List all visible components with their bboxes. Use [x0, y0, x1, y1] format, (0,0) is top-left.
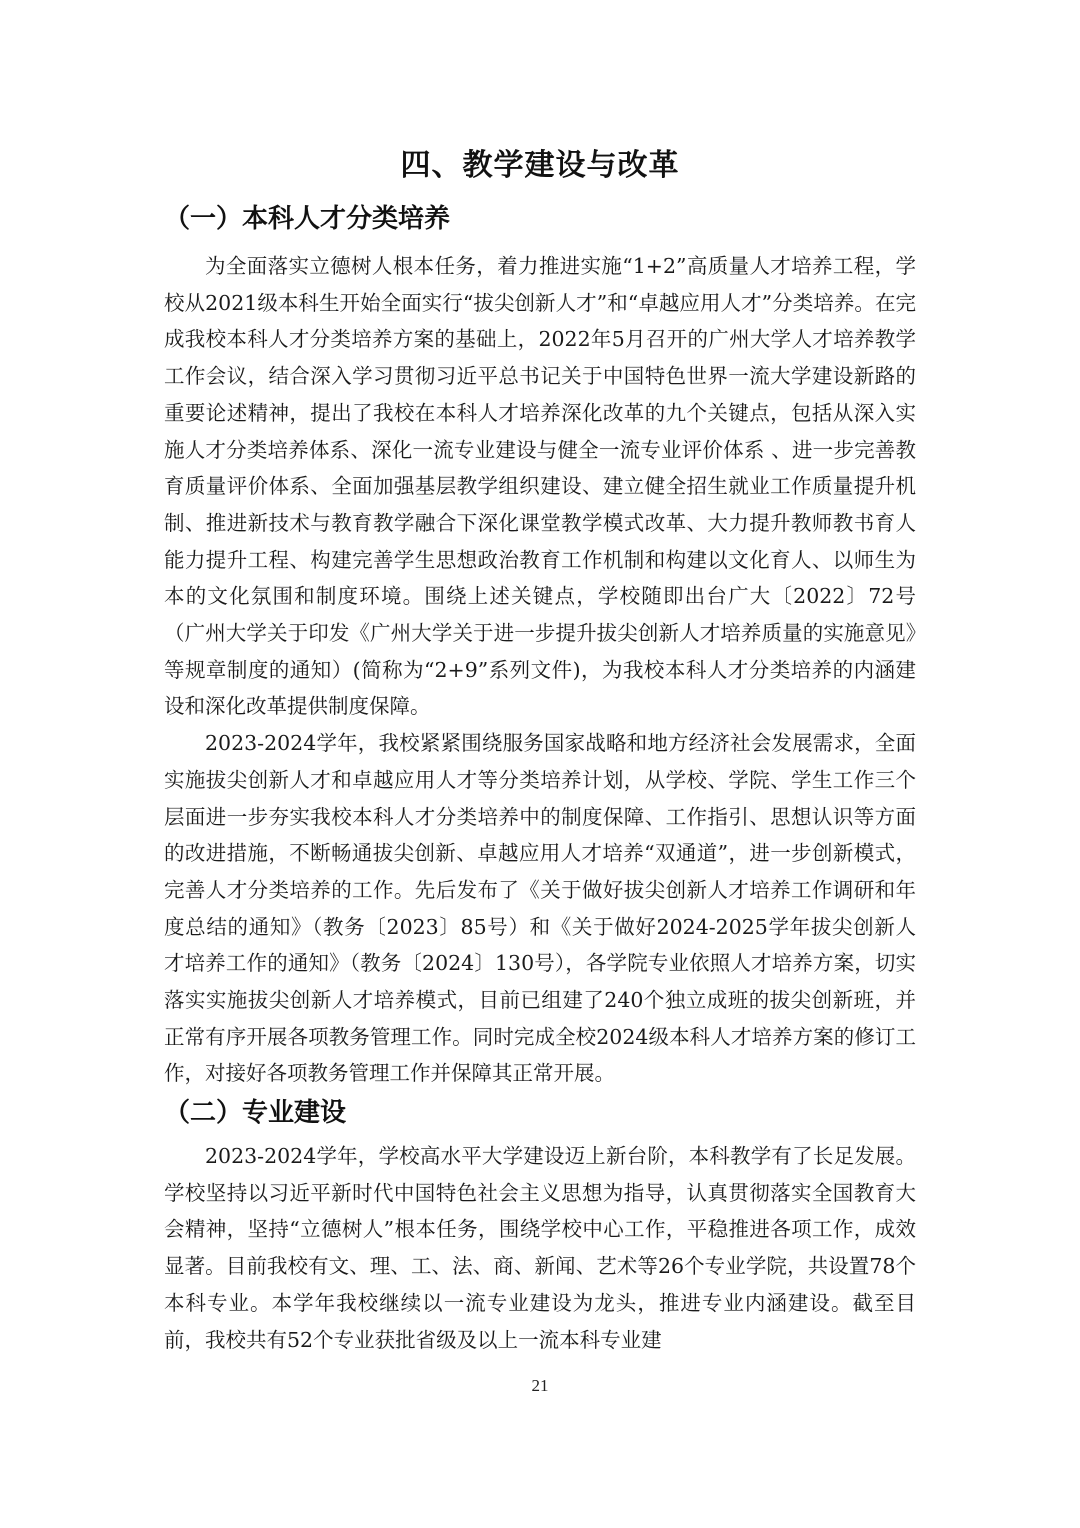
section-1-body	[164, 248, 916, 1092]
paragraph: 为全面落实立德树人根本任务，着力推进实施“1+2”高质量人才培养工程，学校从2021级本科生开始全面实行“拔尖创新人才”和“卓越应用人才”分类培养。在完成我校本科人才分类培养方案的基础上，2022年5月召开的广州大学人才培养教学工作会议，结合深入学习贯彻习近平总书记关于中国特色世界一流大学建设新路的重要论述精神，提出了我校在本科人才培养深化改革的九个关键点，包括从深入实施人才分类培养体系、深化一流专业建设与健全一流专业评价体系 、进一步完善教育质量评价体系、全面加强基层教学组织建设、建立健全招生就业工作质量提升机制、推进新技术与教育教学融合下深化课堂教学模式改革、大力提升教师教书育人能力提升工程、构建完善学生思想政治教育工作机制和构建以文化育人、以师生为本的文化氛围和制度环境。围绕上述关键点，学校随即出台广大〔2022〕72号（广州大学关于印发《广州大学关于进一步提升拔尖创新人才培养质量的实施意见》等规章制度的通知）(简称为“2+9”系列文件)，为我校本科人才分类培养的内涵建设和深化改革提供制度保障。	[164, 254, 916, 719]
paragraph: 2023-2024学年，我校紧紧围绕服务国家战略和地方经济社会发展需求，全面实施拔尖创新人才和卓越应用人才等分类培养计划，从学校、学院、学生工作三个层面进一步夯实我校本科人才分类培养中的制度保障、工作指引、思想认识等方面的改进措施，不断畅通拔尖创新、卓越应用人才培养“双通道”，进一步创新模式，完善人才分类培养的工作。先后发布了《关于做好拔尖创新人才培养工作调研和年度总结的通知》（教务〔2023〕85号）和《关于做好2024-2025学年拔尖创新人才培养工作的通知》（教务〔2024〕130号），各学院专业依照人才培养方案，切实落实实施拔尖创新人才培养模式，目前已组建了240个独立成班的拔尖创新班，并正常有序开展各项教务管理工作。同时完成全校2024级本科人才培养方案的修订工作，对接好各项教务管理工作并保障其正常开展。	[164, 731, 916, 1086]
page-number: 21	[531, 1376, 549, 1395]
paragraph: 2023-2024学年，学校高水平大学建设迈上新台阶，本科教学有了长足发展。学校坚持以习近平新时代中国特色社会主义思想为指导，认真贯彻落实全国教育大会精神，坚持“立德树人”根本任务，围绕学校中心工作，平稳推进各项工作，成效显著。目前我校有文、理、工、法、商、新闻、艺术等26个专业学院，共设置78个本科专业。本学年我校继续以一流专业建设为龙头，推进专业内涵建设。截至目前，我校共有52个专业获批省级及以上一流本科专业建	[164, 1144, 916, 1352]
section-heading-1: （一）本科人才分类培养	[164, 204, 451, 234]
section-heading-2: （二）专业建设	[164, 1098, 347, 1128]
chapter-title: 四、教学建设与改革	[400, 148, 680, 183]
section-2-body	[164, 1138, 916, 1358]
